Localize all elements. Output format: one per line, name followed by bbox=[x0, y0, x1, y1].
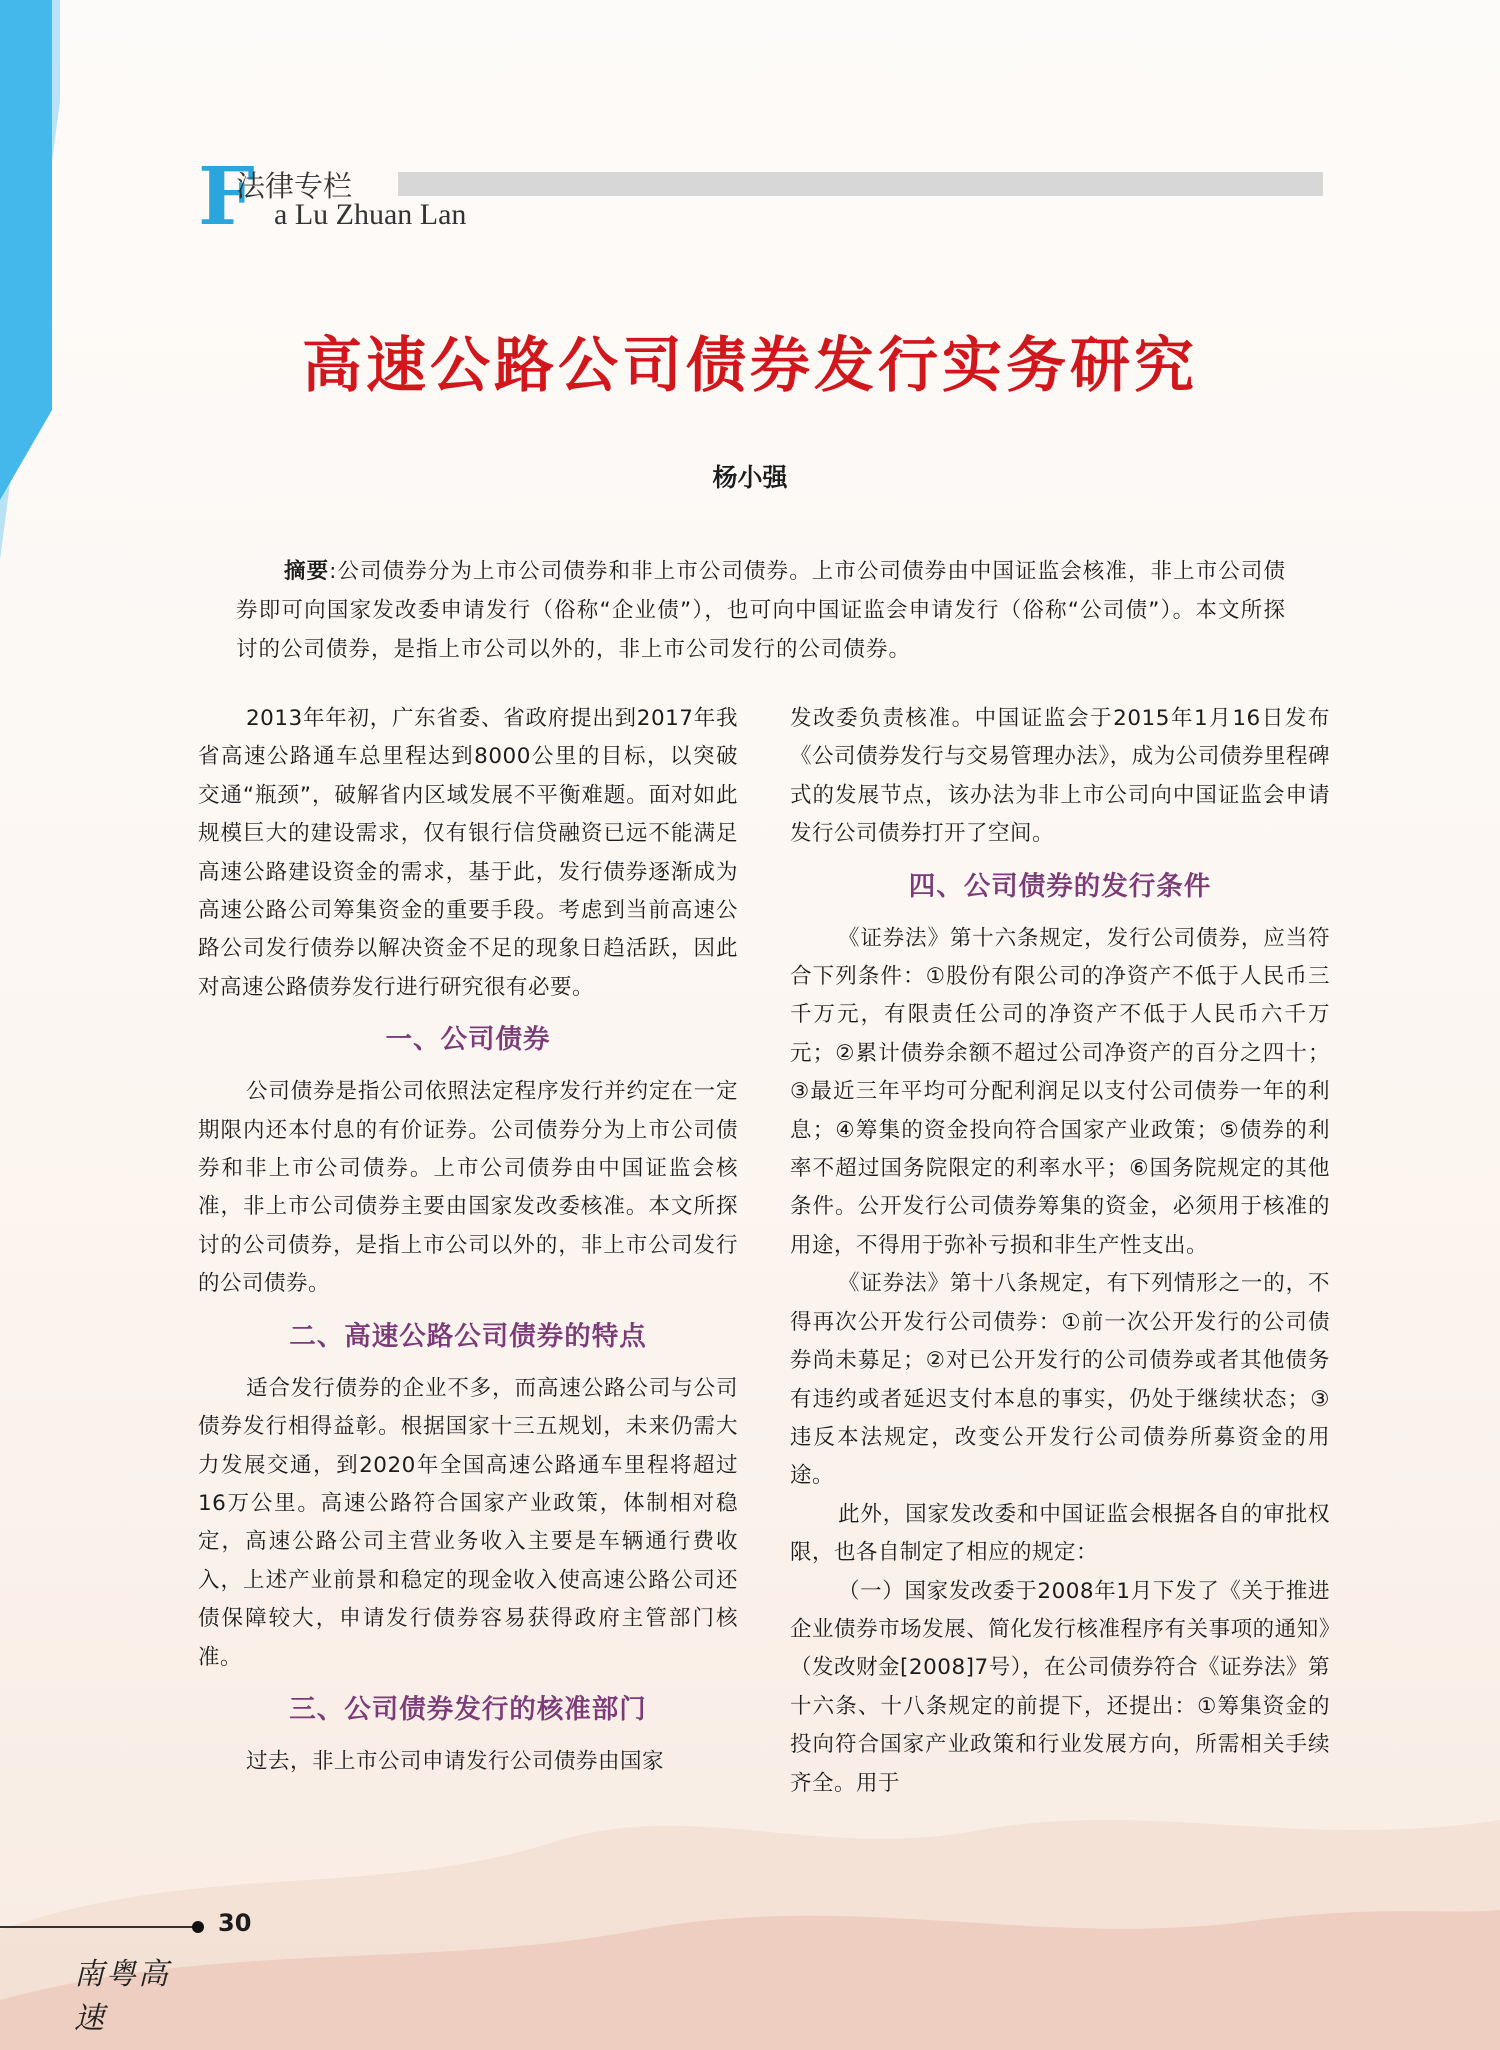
column-name: 法律专栏 bbox=[236, 169, 353, 203]
section-4-paragraph-d: （一）国家发改委于2008年1月下发了《关于推进企业债券市场发展、简化发行核准程序有关事项的通知》（发改财金[2008]7号），在公司债券符合《证券法》第十六条、十八条规定的前提下，还提出：①筹集资金的投向符合国家产业政策和行业发展方向，所需相关手续齐全。用于 bbox=[790, 1578, 1330, 1796]
footer-rule bbox=[0, 1926, 196, 1928]
article-title: 高速公路公司债券发行实务研究 bbox=[302, 331, 1198, 401]
section-3-paragraph: 过去，非上市公司申请发行公司债券由国家 bbox=[246, 1748, 665, 1774]
section-1-paragraph: 公司债券是指公司依照法定程序发行并约定在一定期限内还本付息的有价证券。公司债券分为上市公司债券和非上市公司债券。上市公司债券由中国证监会核准，非上市公司债券主要由国家发改委核准。本文所探讨的公司债券，是指上市公司以外的，非上市公司发行的公司债券。 bbox=[198, 1079, 738, 1297]
author-name: 杨小强 bbox=[712, 463, 788, 492]
column-header-bar bbox=[398, 172, 1323, 196]
section-2-paragraph: 适合发行债券的企业不多，而高速公路公司与公司债券发行相得益彰。根据国家十三五规划，未来仍需大力发展交通，到2020年全国高速公路通车里程将超过16万公里。高速公路符合国家产业政策，体制相对稳定，高速公路公司主营业务收入主要是车辆通行费收入，上述产业前景和稳定的现金收入使高速公路公司还债保障较大，申请发行债券容易获得政府主管部门核准。 bbox=[198, 1375, 738, 1670]
section-4-paragraph-a: 《证券法》第十六条规定，发行公司债券，应当符合下列条件：①股份有限公司的净资产不低于人民币三千万元，有限责任公司的净资产不低于人民币六千万元；②累计债券余额不超过公司净资产的百分之四十；③最近三年平均可分配利润足以支付公司债券一年的利息；④筹集的资金投向符合国家产业政策；⑤债券的利率不超过国务院限定的利率水平；⑥国务院规定的其他条件。公开发行公司债券筹集的资金，必须用于核准的用途，不得用于弥补亏损和非生产性支出。 bbox=[790, 925, 1330, 1258]
abstract-label: 摘要 bbox=[284, 559, 330, 584]
footer-dot-icon bbox=[192, 1921, 204, 1933]
abstract-text: :公司债券分为上市公司债券和非上市公司债券。上市公司债券由中国证监会核准，非上市公司债券即可向国家发改委申请发行（俗称“企业债”），也可向中国证监会申请发行（俗称“公司债”）。本文所探讨的公司债券，是指上市公司以外的，非上市公司发行的公司债券。 bbox=[236, 559, 1286, 662]
column-header bbox=[198, 149, 1323, 243]
section-heading-2: 二、高速公路公司债券的特点 bbox=[289, 1320, 647, 1352]
intro-paragraph: 2013年年初，广东省委、省政府提出到2017年我省高速公路通车总里程达到8000公里的目标，以突破交通“瓶颈”，破解省内区域发展不平衡难题。面对如此规模巨大的建设需求，仅有银行信贷融资已远不能满足高速公路建设资金的需求，基于此，发行债券逐渐成为高速公路公司筹集资金的重要手段。考虑到当前高速公路公司发行债券以解决资金不足的现象日趋活跃，因此对高速公路债券发行进行研究很有必要。 bbox=[198, 706, 738, 1000]
page-footer bbox=[0, 1905, 252, 2036]
journal-logo: 南粤高速 bbox=[74, 1957, 170, 2036]
continued-paragraph: 发改委负责核准。中国证监会于2015年1月16日发布《公司债券发行与交易管理办法》，成为公司债券里程碑式的发展节点，该办法为非上市公司向中国证监会申请发行公司债券打开了空间。 bbox=[790, 706, 1330, 847]
section-heading-4: 四、公司债券的发行条件 bbox=[908, 870, 1212, 902]
right-column bbox=[790, 700, 1330, 1803]
page-number: 30 bbox=[218, 1909, 252, 1937]
abstract bbox=[236, 552, 1286, 669]
section-4-paragraph-b: 《证券法》第十八条规定，有下列情形之一的，不得再次公开发行公司债券：①前一次公开发行的公司债券尚未募足；②对已公开发行的公司债券或者其他债务有违约或者延迟支付本息的事实，仍处于继续状态；③违反本法规定，改变公开发行公司债券所募资金的用途。 bbox=[790, 1271, 1330, 1489]
decorative-side-band bbox=[0, 0, 52, 500]
left-column bbox=[198, 700, 738, 1781]
column-pinyin: a Lu Zhuan Lan bbox=[274, 198, 467, 231]
section-heading-3: 三、公司债券发行的核准部门 bbox=[289, 1693, 647, 1725]
section-heading-1: 一、公司债券 bbox=[385, 1024, 551, 1056]
column-initial-letter: F bbox=[198, 149, 255, 243]
section-4-paragraph-c: 此外，国家发改委和中国证监会根据各自的审批权限，也各自制定了相应的规定： bbox=[790, 1501, 1330, 1566]
